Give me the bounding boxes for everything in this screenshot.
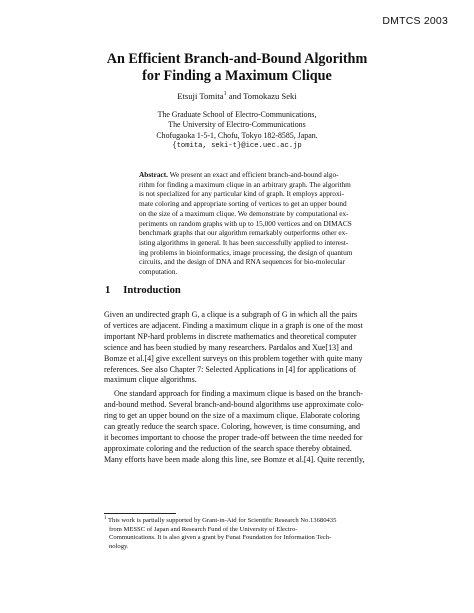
affiliation-block bbox=[0, 110, 474, 151]
footnote-divider bbox=[104, 513, 176, 514]
abstract-line: mate coloring and appropriate sorting of vertices to get an upper bound bbox=[139, 199, 347, 209]
body-line: ring to get an upper bound on the size of a maximum clique. Elaborate coloring bbox=[104, 411, 360, 421]
author-1-footnote-mark: 1 bbox=[223, 91, 227, 98]
footnote-line: Communications. It is also given a grant by Funai Foundation for Information Tech- bbox=[109, 534, 332, 542]
section-title: Introduction bbox=[123, 285, 181, 296]
affiliation-line: Chofugaoka 1-5-1, Chofu, Tokyo 182-8585, Japan. bbox=[156, 130, 318, 140]
author-1: Etsuji Tomita bbox=[177, 91, 224, 101]
author-list bbox=[0, 91, 474, 102]
section-number: 1 bbox=[105, 285, 111, 296]
body-line: it becomes important to choose the proper trade-off between the time needed for bbox=[104, 432, 363, 442]
abstract-line: on the size of a maximum clique. We demonstrate by computational ex- bbox=[139, 208, 349, 218]
body-line: references. See also Chapter 7: Selected Applications in [4] for applications of bbox=[104, 364, 357, 374]
body-text bbox=[104, 310, 386, 466]
abstract-line: isting algorithms in general. It has been successfully applied to interest- bbox=[139, 237, 349, 247]
title-line-1: An Efficient Branch-and-Bound Algorithm bbox=[106, 51, 368, 67]
footnote-line: nology. bbox=[109, 543, 129, 551]
venue-label: DMTCS 2003 bbox=[382, 15, 448, 27]
body-line: Given an undirected graph G, a clique is a subgraph of G in which all the pairs bbox=[104, 310, 358, 319]
affiliation-line: The Graduate School of Electro-Communications, bbox=[157, 110, 317, 119]
body-line: science and has been studied by many researchers. Pardalos and Xue[13] and bbox=[104, 342, 353, 352]
paper-title bbox=[0, 51, 474, 85]
affiliation-line: The University of Electro-Communications bbox=[168, 120, 306, 130]
abstract-line: computation. bbox=[139, 267, 178, 277]
abstract-line: periments on random graphs with up to 15,000 vertices and on DIMACS bbox=[139, 218, 352, 228]
footnote-mark: 1 bbox=[104, 515, 107, 521]
body-line: maximum clique algorithms. bbox=[104, 375, 197, 385]
title-line-2: for Finding a Maximum Clique bbox=[142, 68, 332, 84]
body-line: of vertices are adjacent. Finding a maximum clique in a graph is one of the most bbox=[104, 320, 363, 330]
body-line: One standard approach for finding a maximum clique is based on the branch- bbox=[114, 389, 363, 399]
body-line: important NP-hard problems in discrete mathematics and theoretical computer bbox=[104, 331, 357, 341]
author-2: Tomokazu Seki bbox=[243, 91, 297, 101]
footnote bbox=[104, 517, 386, 552]
body-line: and-bound method. Several branch-and-bound algorithms use approximate colo- bbox=[104, 400, 364, 410]
author-connector: and bbox=[226, 91, 244, 101]
abstract-line: circuits, and the design of DNA and RNA sequences for bio-molecular bbox=[139, 257, 346, 267]
body-line: Bomze et al.[4] give excellent surveys on this problem together with quite many bbox=[104, 353, 363, 363]
footnote-line: $^1$ This work is partially supported by Grant-in-Aid for Scientific Research No.13680435 bbox=[104, 515, 337, 524]
footnote-line: from MESSC of Japan and Research Fund of the University of Electro- bbox=[109, 525, 298, 533]
abstract bbox=[139, 170, 357, 277]
abstract-line: ing problems in bioinformatics, image processing, the design of quantum bbox=[139, 247, 353, 257]
abstract-line: is not specialized for any particular kind of graph. It employs approxi- bbox=[139, 189, 345, 199]
abstract-line: benchmark graphs that our algorithm remarkably outperforms other ex- bbox=[139, 228, 348, 238]
body-line: approximate coloring and the reduction of the search space thereby obtained. bbox=[104, 443, 352, 453]
author-emails: {tomita, seki-t}@ice.uec.ac.jp bbox=[172, 141, 302, 150]
abstract-label: Abstract. bbox=[139, 170, 168, 179]
section-heading bbox=[105, 285, 181, 296]
abstract-line: Abstract. We present an exact and efficient branch-and-bound algo- bbox=[139, 170, 339, 179]
body-line: Many efforts have been made along this line, see Bomze et al.[4]. Quite recently, bbox=[104, 454, 365, 464]
body-line: can greatly reduce the search space. Coloring, however, is time consuming, and bbox=[104, 422, 360, 432]
abstract-line: rithm for finding a maximum clique in an arbitrary graph. The algorithm bbox=[139, 179, 351, 189]
